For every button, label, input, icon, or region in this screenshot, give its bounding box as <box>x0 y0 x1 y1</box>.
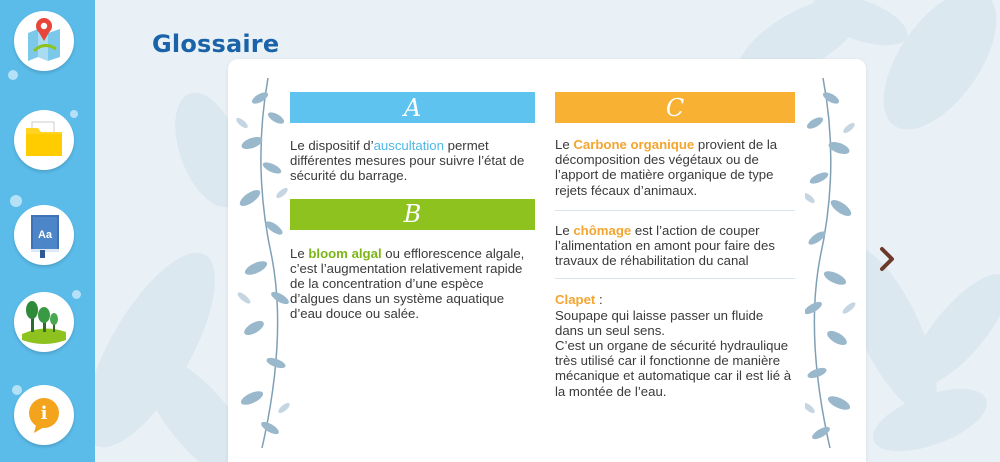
glossary-entry-chomage <box>555 223 795 269</box>
entry-text: Le dispositif d’ <box>290 138 374 153</box>
book-icon-label: Aa <box>37 229 53 241</box>
glossary-entry-auscultation <box>290 138 535 184</box>
entry-text: provient de la décomposition des végétaux ou de l’apport de matière organique de type rejets fécaux d’animaux. <box>555 137 778 198</box>
left-leaf-garland <box>232 78 290 448</box>
letter-a-header: A <box>290 92 535 123</box>
entry-divider <box>555 210 795 211</box>
entry-text: Le <box>555 222 574 238</box>
entry-keyword: bloom algal <box>308 245 382 261</box>
entry-keyword: Clapet <box>555 292 596 308</box>
entry-keyword: auscultation <box>373 138 444 153</box>
entry-text: Soupape qui laisse passer un fluide dans un seul sens. <box>555 307 764 338</box>
entry-divider <box>555 278 795 279</box>
entry-heading <box>555 292 795 307</box>
sidebar <box>0 0 95 462</box>
map-pin-icon <box>14 11 74 71</box>
glossary-column-left <box>290 92 535 322</box>
entry-text: ou efflorescence algale, c’est l’augmentation relativement rapide de la concentration d’une espèce d’algues dans un système aquatique d’eau douce ou salée. <box>290 245 525 322</box>
info-icon-label: i <box>40 403 48 424</box>
glossary-entry-carbone-organique <box>555 137 795 198</box>
glossary-column-right <box>555 92 795 399</box>
right-leaf-garland <box>805 78 860 448</box>
chevron-right-icon <box>882 249 892 269</box>
entry-keyword: chômage <box>573 222 632 238</box>
page-title: Glossaire <box>152 30 280 58</box>
entry-text: Le <box>555 137 574 152</box>
letter-c-header: C <box>555 92 795 123</box>
letter-b-header: B <box>290 199 535 230</box>
glossary-entry-clapet <box>555 292 795 398</box>
info-icon <box>14 385 74 445</box>
folder-icon <box>14 110 74 170</box>
info-nav-button[interactable] <box>14 385 74 445</box>
landscape-nav-button[interactable] <box>14 292 74 352</box>
entry-text: : <box>595 292 603 308</box>
entry-text: C’est un organe de sécurité hydraulique très utilisé car il fonctionne de manière mécanique et automatique car il est lié à la montée de l’eau. <box>555 338 792 399</box>
entry-text: Le <box>290 245 309 261</box>
decor-bubble <box>8 70 18 80</box>
glossary-entry-bloom-algal <box>290 246 535 322</box>
entry-text: est l’action de couper l’alimentation en amont pour faire des travaux de réhabilitation du canal <box>555 222 775 269</box>
entry-text: permet différentes mesures pour suivre l’état de sécurité du barrage. <box>290 138 525 184</box>
glossary-nav-button[interactable] <box>14 205 74 265</box>
book-icon <box>14 205 74 265</box>
trees-icon <box>14 292 74 352</box>
entry-keyword: Carbone organique <box>573 137 695 152</box>
map-nav-button[interactable] <box>14 11 74 71</box>
folder-nav-button[interactable] <box>14 110 74 170</box>
next-page-button[interactable] <box>876 244 900 274</box>
